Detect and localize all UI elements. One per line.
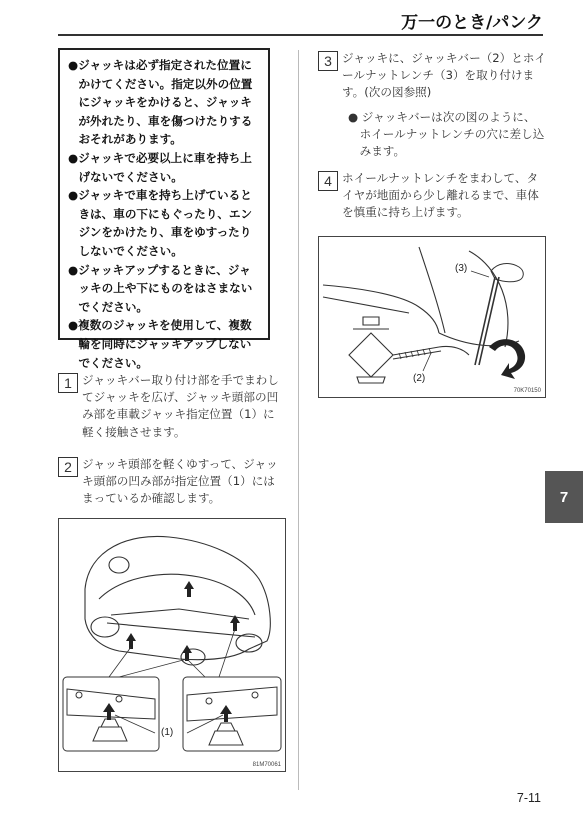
step-4 [318,170,546,222]
step-2 [58,456,284,508]
figure-code: 81M70061 [252,762,281,768]
warning-item: ●ジャッキは必ず指定された位置にかけてください。指定以外の位置にジャッキをかけると、ジャッキが外れたり、車を傷つけたりするおそれがあります。 [68,58,253,147]
figure-code: 70K70150 [513,388,541,394]
step-3 [318,50,546,160]
warning-box [58,48,270,370]
step-number: 3 [318,51,338,71]
figure-label-2: (2) [413,373,426,384]
step-text: ホイールナットレンチをまわして、タイヤが地面から少し離れるまで、車体を慎重に持ち上げます。 [342,171,539,220]
warning-item: ●ジャッキアップするときに、ジャッキの上や下にものをはさまないでください。 [68,262,253,314]
step-text: ジャッキに、ジャッキバー（2）とホイールナットレンチ（3）を取り付けます。(次の図参照) [342,51,547,100]
step-number: 4 [318,171,338,191]
page-number: 7-11 [516,791,541,805]
figure-label-1: (1) [161,727,174,738]
step-1 [58,372,284,441]
figure-jack-operation [318,236,546,398]
step-text: ジャッキバー取り付け部を手でまわしてジャッキを広げ、ジャッキ頭部の凹み部を車載ジャッキ指定位置（1）に軽く接触させます。 [82,373,279,439]
chapter-tab: 7 [545,471,583,523]
header-rule [58,34,543,36]
step-number: 1 [58,373,78,393]
warning-item: ●ジャッキで車を持ち上げているときは、車の下にもぐったり、エンジンをかけたり、車をゆすったりしないでください。 [68,188,253,258]
section-title: 万一のとき/パンク [401,13,543,33]
step-note: ● ジャッキバーは次の図のように、ホイールナットレンチの穴に差し込みます。 [348,109,545,159]
warning-item: ●複数のジャッキを使用して、複数輪を同時にジャッキアップしないでください。 [68,318,252,370]
warning-item: ●ジャッキで必要以上に車を持ち上げないでください。 [68,150,252,184]
figure-jack-points [58,518,286,772]
column-divider [298,50,299,790]
step-number: 2 [58,457,78,477]
figure-label-3: (3) [455,263,468,274]
jack-operation-illustration [319,237,545,397]
step-text: ジャッキ頭部を軽くゆすって、ジャッキ頭部の凹み部が指定位置（1）にはまっているか確認します。 [82,457,278,506]
